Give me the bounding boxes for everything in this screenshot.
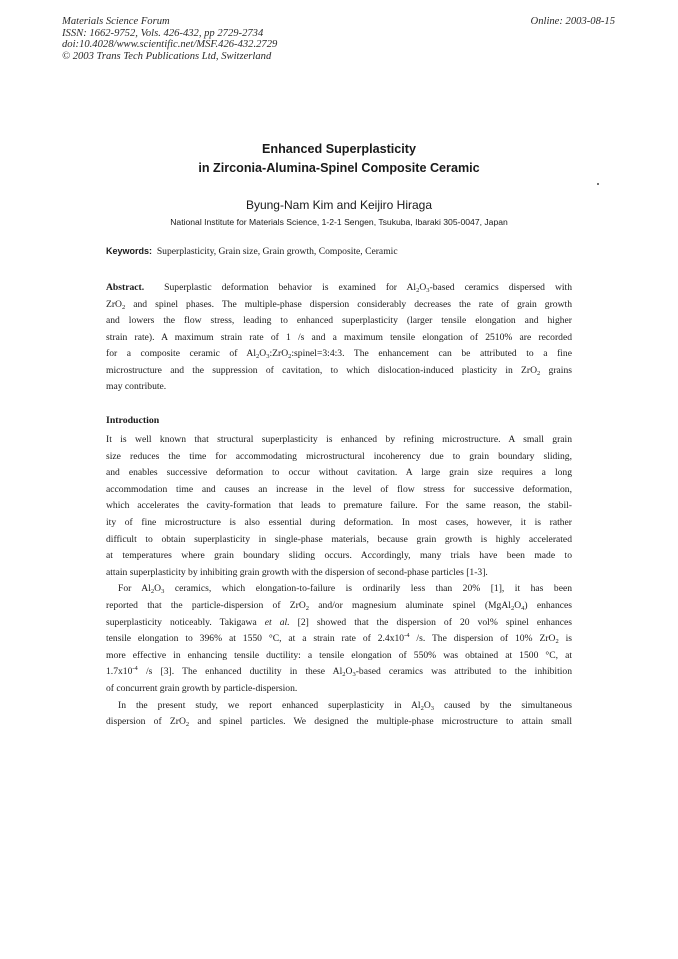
abstract bbox=[106, 280, 572, 396]
keywords bbox=[106, 245, 576, 258]
body-line: more effective in enhancing tensile ductility: a tensile elongation of 550% was obtained at 1500 °C, at bbox=[106, 649, 572, 661]
doi-line: doi:10.4028/www.scientific.net/MSF.426-432.2729 bbox=[62, 39, 278, 51]
issn-line: ISSN: 1662-9752, Vols. 426-432, pp 2729-2734 bbox=[62, 27, 264, 39]
body-line: accommodation time and causes an increase in the level of flow stress for successive deformation, bbox=[106, 483, 572, 495]
body-line: and enables successive deformation to occur without cavitation. A large grain size requires a long bbox=[106, 467, 572, 479]
abstract-line: for a composite ceramic of $Al_2O_3:ZrO_2:spinel=3:4:3$. The enhancement can be attributed to a fine bbox=[106, 348, 572, 360]
title-line-2: in Zirconia-Alumina-Spinel Composite Ceramic bbox=[198, 161, 480, 175]
body-line: For $Al_2O_3$ ceramics, which elongation-to-failure is ordinarily less than 20% [1], it has been bbox=[118, 583, 573, 596]
authors: Byung-Nam Kim and Keijiro Hiraga bbox=[245, 198, 433, 212]
body-line: $1.7x10^{-4}$ /s [3]. The enhanced ductility in these $Al_2O_3$-based ceramics was attributed to the inhibition bbox=[106, 665, 572, 679]
paper-title bbox=[0, 140, 678, 178]
abstract-line: Abstract. Superplastic deformation behavior is examined for $Al_2O_3$-based ceramics dispersed with bbox=[106, 282, 573, 294]
keywords-label: Keywords: bbox=[106, 246, 153, 256]
online-date: Online: 2003-08-15 bbox=[530, 16, 615, 27]
body-line: of concurrent grain growth by particle-dispersion. bbox=[106, 682, 298, 694]
title-line-1: Enhanced Superplasticity bbox=[262, 142, 416, 156]
abstract-line: and lowers the flow stress, leading to enhanced superplasticity (larger tensile elongation and higher bbox=[106, 315, 572, 326]
keywords-text: Superplasticity, Grain size, Grain growth, Composite, Ceramic bbox=[156, 246, 398, 257]
body-line: ity of fine microstructure is also essential during deformation. In most cases, however, it is rather bbox=[106, 516, 572, 528]
body-line: tensile elongation to 396% at 1550 °C, at a strain rate of $2.4x10^{-4}$ /s. The dispersion of 10% ZrO$_2$ is bbox=[106, 632, 572, 646]
abstract-line: ZrO$_2$ and spinel phases. The multiple-phase dispersion considerably decreases the rate of grain growth bbox=[106, 298, 572, 311]
affiliation: National Institute for Materials Science, 1-2-1 Sengen, Tsukuba, Ibaraki 305-0047, Japan bbox=[170, 217, 508, 227]
abstract-label: Abstract. bbox=[106, 282, 145, 293]
abstract-line: microstructure and the suppression of cavitation, to which dislocation-induced plasticity in ZrO$_2$ grains bbox=[106, 364, 572, 377]
abstract-line: may contribute. bbox=[106, 381, 167, 392]
body-line: reported that the particle-dispersion of ZrO$_2$ and/or magnesium aluminate spinel $(MgAl_2O_4)$ enhances bbox=[106, 599, 572, 612]
journal-name: Materials Science Forum bbox=[62, 16, 170, 27]
body-line: at temperatures where grain boundary sliding occurs. Accordingly, many trials have been made to bbox=[106, 550, 572, 562]
body-line: size reduces the time for accommodating microstructural incoherency due to grain boundary sliding, bbox=[106, 450, 572, 462]
body-line: dispersion of ZrO$_2$ and spinel particles. We designed the multiple-phase microstructure to attain small bbox=[106, 716, 572, 729]
body-line: difficult to obtain superplasticity in single-phase materials, because grain growth is highly accelerated bbox=[106, 533, 572, 545]
body-line: It is well known that structural superplasticity is enhanced by refining microstructure. A small grain bbox=[106, 434, 572, 445]
section-heading-introduction: Introduction bbox=[106, 415, 160, 426]
introduction-body bbox=[106, 432, 572, 731]
body-line: In the present study, we report enhanced superplasticity in $Al_2O_3$ caused by the simultaneous bbox=[118, 699, 572, 712]
copyright-line: © 2003 Trans Tech Publications Ltd, Switzerland bbox=[62, 50, 272, 62]
body-line: which accelerates the cavity-formation that leads to premature failure. For the same reason, the stabil- bbox=[106, 500, 572, 512]
body-line: superplasticity noticeably. Takigawa et al. [2] showed that the dispersion of 20 vol% spinel enhances bbox=[106, 616, 573, 628]
body-line: attain superplasticity by inhibiting grain growth with the dispersion of second-phase particles [1-3]. bbox=[106, 566, 488, 578]
stray-dot bbox=[597, 183, 599, 185]
abstract-line: strain rate). A maximum strain rate of 1 /s and a maximum tensile elongation of 2510% are recorded bbox=[106, 331, 572, 343]
